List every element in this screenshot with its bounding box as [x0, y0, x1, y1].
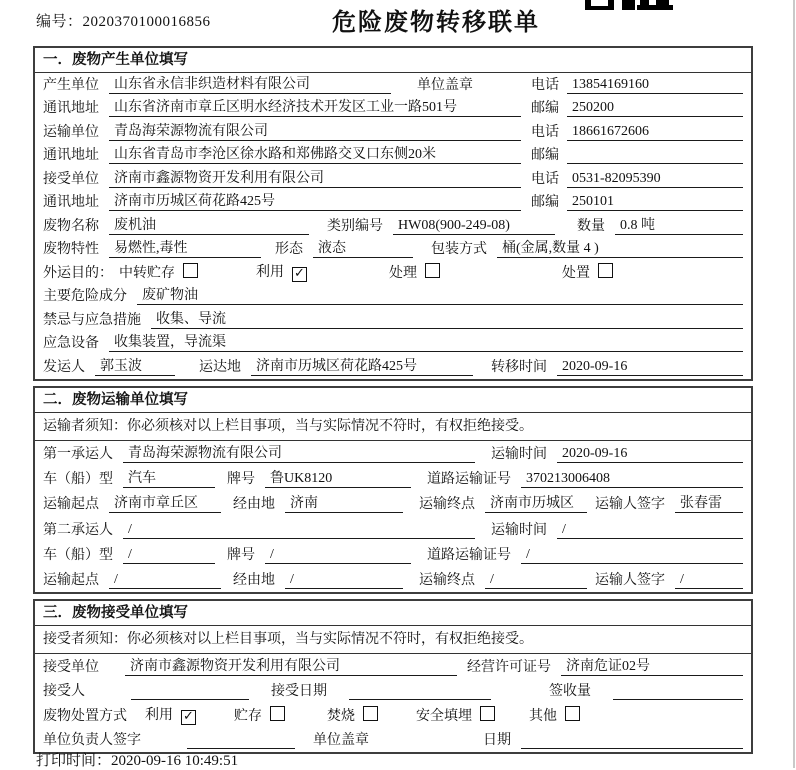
- unit-seal-label: 单位盖章: [417, 77, 473, 93]
- checkbox-storage: [183, 263, 198, 278]
- checkbox-utilize: ✓: [292, 267, 307, 282]
- waste-form-label: 形态: [275, 242, 303, 257]
- row-receiver-address: [35, 191, 751, 215]
- row-acceptor: [35, 679, 751, 704]
- first-carrier-value: 青岛海荣源物流有限公司: [123, 442, 475, 463]
- receiver-unit-label: 接受单位: [43, 171, 99, 187]
- qr-code-icon: [585, 0, 675, 10]
- transport-time-value: /: [557, 522, 743, 539]
- option-label: 处置: [562, 265, 590, 281]
- checkbox-utilize: ✓: [181, 710, 196, 725]
- packing-label: 包装方式: [431, 242, 487, 257]
- serial-number: [36, 10, 211, 31]
- accept-unit-value: 济南市鑫源物资开发利用有限公司: [125, 655, 457, 676]
- received-qty-value: [613, 683, 743, 700]
- option-label: 贮存: [234, 708, 262, 724]
- plate-label: 牌号: [227, 547, 255, 563]
- route-end-label: 运输终点: [419, 497, 475, 513]
- option-label: 利用: [145, 707, 173, 723]
- receiver-zip-pair: [531, 191, 743, 211]
- section-transporter: [33, 386, 753, 595]
- option-label: 利用: [256, 264, 284, 280]
- row-second-vehicle: [35, 542, 751, 567]
- emergency-equipment-label: 应急设备: [43, 336, 99, 351]
- page-title: 危险废物转移联单: [332, 9, 540, 36]
- date-label: 日期: [483, 733, 511, 749]
- checkbox-store: [270, 706, 285, 721]
- second-carrier-value: /: [123, 522, 475, 539]
- serial-value: 2020370100016856: [82, 14, 211, 30]
- disposal-option-landfill: [416, 705, 495, 725]
- checkbox-incinerate: [363, 706, 378, 721]
- vehicle-type-value: 汽车: [123, 467, 215, 488]
- producer-phone-pair: [531, 74, 743, 94]
- route-via-value: 济南: [285, 492, 403, 513]
- road-license-label: 道路运输证号: [427, 547, 511, 563]
- row-emergency-equipment: [35, 332, 751, 356]
- option-label: 其他: [529, 708, 557, 724]
- disposal-option-utilize: [145, 704, 196, 725]
- route-start-label: 运输起点: [43, 497, 99, 513]
- road-license-label: 道路运输证号: [427, 472, 511, 488]
- row-waste-property: [35, 238, 751, 262]
- disposal-method-label: 废物处置方式: [43, 708, 127, 724]
- disposal-option-store: [234, 705, 285, 725]
- purpose-option-treat: [389, 262, 440, 282]
- waste-qty-label: 数量: [577, 218, 605, 234]
- waste-property-label: 废物特性: [43, 242, 99, 257]
- emergency-measures-value: 收集、导流: [151, 308, 743, 329]
- producer-unit-value: 山东省永信非织造材料有限公司: [109, 73, 391, 94]
- transport-unit-value: 青岛海荣源物流有限公司: [109, 120, 521, 141]
- transfer-time-value: 2020-09-16: [557, 359, 743, 376]
- transport-time-label: 运输时间: [491, 522, 547, 538]
- transport-address-value: 山东省青岛市李沧区徐水路和郑佛路交叉口东侧20米: [109, 143, 521, 164]
- waste-qty-value: 0.8 吨: [615, 214, 743, 235]
- disposal-option-other: [529, 705, 580, 725]
- option-label: 焚烧: [327, 708, 355, 724]
- checkbox-other: [565, 706, 580, 721]
- receiver-unit-value: 济南市鑫源物资开发利用有限公司: [109, 167, 521, 188]
- row-emergency-measures: [35, 308, 751, 332]
- vehicle-type-label: 车（船）型: [43, 472, 113, 488]
- disposal-option-incinerate: [327, 705, 378, 725]
- document-header: [0, 0, 796, 46]
- row-first-route: [35, 491, 751, 516]
- row-transport-unit: [35, 120, 751, 144]
- emergency-equipment-value: 收集装置，导流渠: [109, 331, 743, 352]
- transporter-notice: 运输者须知：你必须核对以上栏目事项，当与实际情况不符时，有权拒绝接受。: [35, 413, 751, 441]
- accept-date-label: 接受日期: [271, 684, 327, 700]
- producer-address-value: 山东省济南市章丘区明水经济技术开发区工业一路501号: [109, 96, 521, 117]
- waste-code-label: 类别编号: [327, 218, 383, 234]
- waste-form-value: 液态: [313, 237, 413, 258]
- transport-unit-label: 运输单位: [43, 124, 99, 140]
- transport-address-label: 通讯地址: [43, 148, 99, 163]
- row-producer-address: [35, 97, 751, 121]
- purpose-option-dispose: [562, 262, 613, 282]
- zip-label: 邮编: [531, 148, 559, 163]
- row-second-route: [35, 567, 751, 592]
- receiver-address-label: 通讯地址: [43, 195, 99, 210]
- acceptor-value: [131, 683, 249, 700]
- hazard-component-label: 主要危险成分: [43, 289, 127, 304]
- road-license-value: 370213006408: [521, 471, 743, 488]
- second-carrier-label: 第二承运人: [43, 522, 113, 538]
- print-time-value: 2020-09-16 10:49:51: [111, 753, 239, 769]
- accept-unit-label: 接受单位: [43, 659, 99, 675]
- first-carrier-label: 第一承运人: [43, 446, 113, 462]
- checkbox-treat: [425, 263, 440, 278]
- checkbox-dispose: [598, 263, 613, 278]
- vehicle-type-value: /: [123, 547, 215, 564]
- responsible-sign-label: 单位负责人签字: [43, 733, 141, 749]
- acceptor-label: 接受人: [43, 684, 85, 700]
- phone-label: 电话: [531, 77, 559, 93]
- transfer-time-label: 转移时间: [491, 359, 547, 375]
- receiver-notice: 接受者须知：你必须核对以上栏目事项，当与实际情况不符时，有权拒绝接受。: [35, 626, 751, 654]
- producer-unit-label: 产生单位: [43, 77, 99, 93]
- route-start-label: 运输起点: [43, 573, 99, 589]
- section-receiver: [33, 599, 753, 754]
- hazard-component-value: 废矿物油: [137, 284, 743, 305]
- phone-label: 电话: [531, 171, 559, 187]
- received-qty-label: 签收量: [549, 684, 591, 700]
- row-hazard-component: [35, 285, 751, 309]
- route-start-value: /: [109, 572, 221, 589]
- route-start-value: 济南市章丘区: [109, 492, 221, 513]
- carrier-sign-label: 运输人签字: [595, 573, 665, 589]
- route-end-label: 运输终点: [419, 573, 475, 589]
- business-license-label: 经营许可证号: [467, 659, 551, 675]
- row-transport-address: [35, 144, 751, 168]
- producer-zip-value: 250200: [567, 100, 743, 117]
- section-transporter-header: 二．废物运输单位填写: [35, 388, 751, 413]
- transport-zip-pair: [531, 144, 743, 164]
- zip-label: 邮编: [531, 195, 559, 210]
- plate-label: 牌号: [227, 472, 255, 488]
- receiver-phone-pair: [531, 168, 743, 188]
- transport-time-value: 2020-09-16: [557, 446, 743, 463]
- print-time: [36, 749, 238, 770]
- zip-label: 邮编: [531, 101, 559, 116]
- producer-address-label: 通讯地址: [43, 101, 99, 116]
- section-producer-header: 一．废物产生单位填写: [35, 48, 751, 73]
- transfer-purpose-label: 外运目的：: [43, 265, 113, 281]
- route-via-label: 经由地: [233, 497, 275, 513]
- row-second-carrier: [35, 516, 751, 541]
- dispatcher-label: 发运人: [43, 359, 85, 375]
- road-license-value: /: [521, 547, 743, 564]
- waste-name-value: 废机油: [109, 214, 309, 235]
- carrier-sign-label: 运输人签字: [595, 497, 665, 513]
- print-time-label: 打印时间：: [36, 753, 112, 769]
- purpose-option-storage: [119, 262, 198, 282]
- waste-name-label: 废物名称: [43, 218, 99, 234]
- purpose-option-utilize: [256, 261, 307, 282]
- receiver-address-value: 济南市历城区荷花路425号: [109, 190, 521, 211]
- plate-value: 鲁UK8120: [265, 467, 411, 488]
- carrier-sign-value: /: [675, 572, 743, 589]
- receiver-phone-value: 0531-82095390: [567, 171, 743, 188]
- row-accept-unit: [35, 654, 751, 679]
- option-label: 处理: [389, 265, 417, 281]
- row-disposal-method: [35, 703, 751, 728]
- row-producer-unit: [35, 73, 751, 97]
- transport-zip-value: [567, 147, 743, 164]
- business-license-value: 济南危证02号: [561, 655, 743, 676]
- packing-value: 桶(金属,数量 4 ): [497, 237, 743, 258]
- vehicle-type-label: 车（船）型: [43, 547, 113, 563]
- dispatcher-value: 郭玉波: [95, 355, 175, 376]
- unit-seal-label: 单位盖章: [313, 733, 369, 749]
- page-edge-line: [793, 0, 795, 768]
- route-end-value: /: [485, 572, 587, 589]
- row-first-carrier: [35, 441, 751, 466]
- destination-label: 运达地: [199, 359, 241, 375]
- route-end-value: 济南市历城区: [485, 492, 587, 513]
- row-waste-name: [35, 214, 751, 238]
- phone-label: 电话: [531, 124, 559, 140]
- responsible-sign-value: [187, 732, 295, 749]
- section-producer: [33, 46, 753, 381]
- row-transfer-purpose: [35, 261, 751, 285]
- transport-phone-value: 18661672606: [567, 124, 743, 141]
- producer-phone-value: 13854169160: [567, 77, 743, 94]
- waste-property-value: 易燃性,毒性: [109, 237, 261, 258]
- waste-code-value: HW08(900-249-08): [393, 218, 555, 235]
- row-dispatcher: [35, 355, 751, 379]
- date-value: [521, 732, 743, 749]
- section-receiver-header: 三．废物接受单位填写: [35, 601, 751, 626]
- serial-label: 编号：: [36, 14, 83, 30]
- route-via-label: 经由地: [233, 573, 275, 589]
- accept-date-value: [349, 683, 491, 700]
- row-receiver-unit: [35, 167, 751, 191]
- transport-phone-pair: [531, 121, 743, 141]
- producer-zip-pair: [531, 97, 743, 117]
- checkbox-landfill: [480, 706, 495, 721]
- emergency-measures-label: 禁忌与应急措施: [43, 312, 141, 328]
- receiver-zip-value: 250101: [567, 194, 743, 211]
- transport-time-label: 运输时间: [491, 446, 547, 462]
- option-label: 安全填埋: [416, 708, 472, 724]
- option-label: 中转贮存: [119, 265, 175, 281]
- carrier-sign-value: 张春雷: [675, 492, 743, 513]
- row-first-vehicle: [35, 466, 751, 491]
- route-via-value: /: [285, 572, 403, 589]
- plate-value: /: [265, 547, 411, 564]
- destination-value: 济南市历城区荷花路425号: [251, 355, 473, 376]
